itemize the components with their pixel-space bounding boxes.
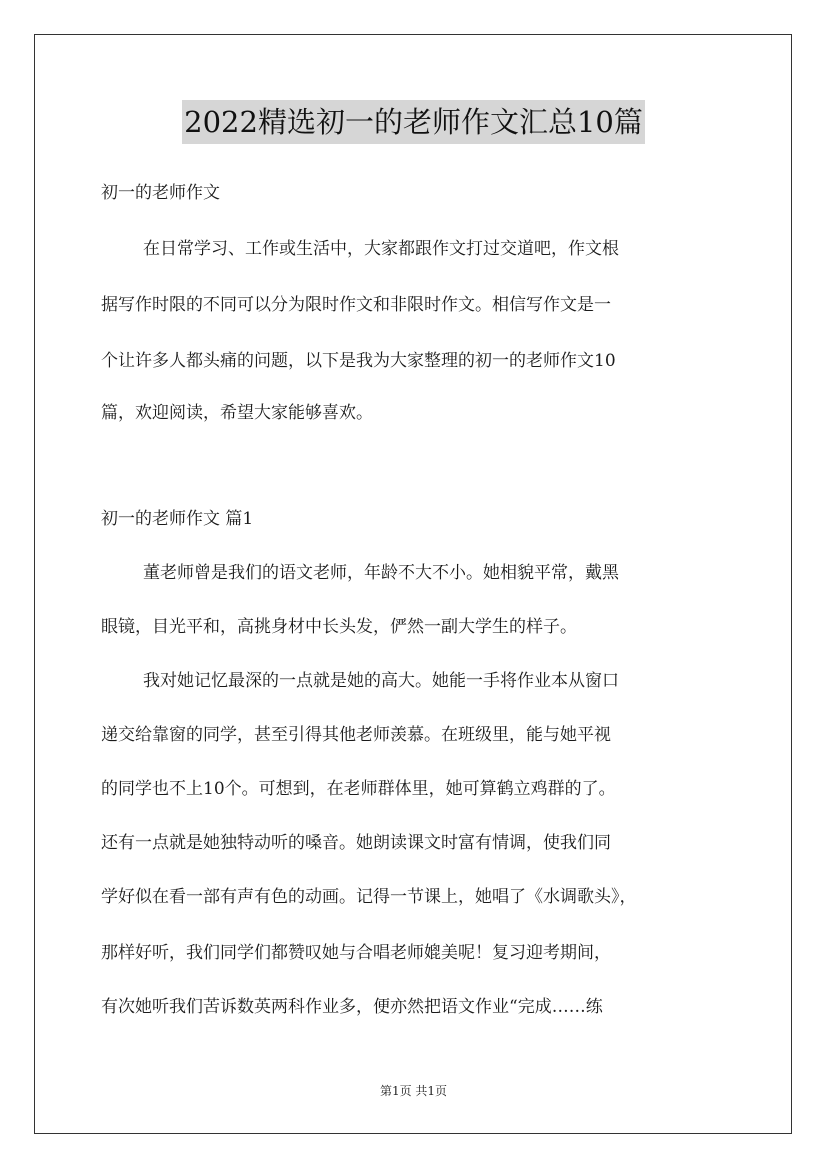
paragraph-line: 学好似在看一部有声有色的动画。记得一节课上，她唱了《水调歌头》， <box>101 887 637 907</box>
title-container <box>0 100 827 144</box>
paragraph-line: 董老师曾是我们的语文老师，年龄不大不小。她相貌平常，戴黑 <box>143 563 619 583</box>
section-heading: 初一的老师作文 篇1 <box>101 509 254 529</box>
paragraph-line: 有次她听我们苦诉数英两科作业多，便亦然把语文作业“完成……练 <box>101 997 603 1017</box>
intro-line: 个让许多人都头痛的问题，以下是我为大家整理的初一的老师作文10 <box>101 351 616 371</box>
paragraph-line: 我对她记忆最深的一点就是她的高大。她能一手将作业本从窗口 <box>143 671 619 691</box>
page-number-footer: 第1页 共1页 <box>379 1084 448 1098</box>
paragraph-line: 还有一点就是她独特动听的嗓音。她朗读课文时富有情调，使我们同 <box>101 833 611 853</box>
intro-heading: 初一的老师作文 <box>101 183 220 203</box>
intro-line: 篇，欢迎阅读，希望大家能够喜欢。 <box>101 403 373 423</box>
intro-line: 据写作时限的不同可以分为限时作文和非限时作文。相信写作文是一 <box>101 295 611 315</box>
paragraph-line: 的同学也不上10个。可想到，在老师群体里，她可算鹤立鸡群的了。 <box>101 779 616 799</box>
paragraph-line: 递交给靠窗的同学，甚至引得其他老师羡慕。在班级里，能与她平视 <box>101 725 611 745</box>
paragraph-line: 眼镜，目光平和，高挑身材中长头发，俨然一副大学生的样子。 <box>101 617 577 637</box>
document-title: 2022精选初一的老师作文汇总10篇 <box>182 100 645 144</box>
intro-line: 在日常学习、工作或生活中，大家都跟作文打过交道吧，作文根 <box>143 239 619 259</box>
paragraph-line: 那样好听，我们同学们都赞叹她与合唱老师媲美呢！复习迎考期间， <box>101 943 611 963</box>
